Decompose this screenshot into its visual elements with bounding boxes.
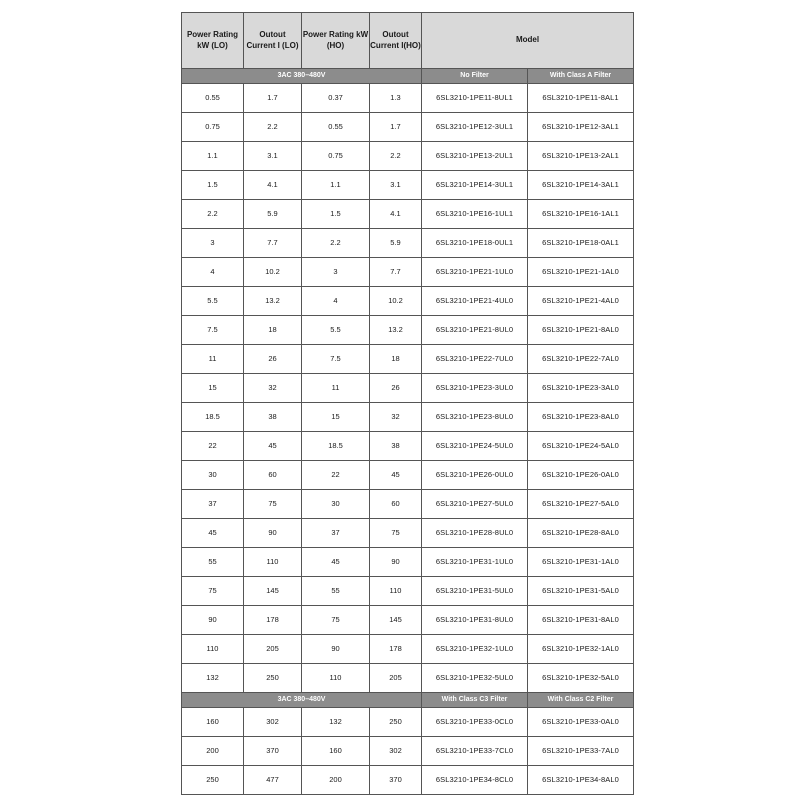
- cell-power-rating-ho: 30: [302, 490, 370, 519]
- cell-model-number: 6SL3210-1PE34-8AL0: [528, 766, 634, 795]
- cell-model-number: 6SL3210-1PE28-8UL0: [422, 519, 528, 548]
- cell-model-number: 6SL3210-1PE23-8UL0: [422, 403, 528, 432]
- cell-model-number: 6SL3210-1PE34-8CL0: [422, 766, 528, 795]
- cell-model-number: 6SL3210-1PE23-8AL0: [528, 403, 634, 432]
- cell-output-current-ho: 1.7: [370, 113, 422, 142]
- cell-output-current-lo: 2.2: [244, 113, 302, 142]
- cell-output-current-lo: 26: [244, 345, 302, 374]
- cell-power-rating-lo: 5.5: [182, 287, 244, 316]
- cell-output-current-lo: 10.2: [244, 258, 302, 287]
- cell-power-rating-lo: 7.5: [182, 316, 244, 345]
- cell-power-rating-ho: 75: [302, 606, 370, 635]
- cell-model-number: 6SL3210-1PE16-1UL1: [422, 200, 528, 229]
- cell-power-rating-lo: 4: [182, 258, 244, 287]
- cell-output-current-lo: 90: [244, 519, 302, 548]
- cell-output-current-ho: 75: [370, 519, 422, 548]
- cell-power-rating-ho: 5.5: [302, 316, 370, 345]
- cell-power-rating-ho: 3: [302, 258, 370, 287]
- table-row: [182, 577, 634, 606]
- cell-model-number: 6SL3210-1PE33-0AL0: [528, 708, 634, 737]
- cell-model-number: 6SL3210-1PE31-8AL0: [528, 606, 634, 635]
- cell-power-rating-lo: 0.55: [182, 84, 244, 113]
- cell-model-number: 6SL3210-1PE14-3UL1: [422, 171, 528, 200]
- cell-output-current-ho: 2.2: [370, 142, 422, 171]
- cell-model-number: 6SL3210-1PE27-5UL0: [422, 490, 528, 519]
- cell-model-number: 6SL3210-1PE32-5UL0: [422, 664, 528, 693]
- cell-output-current-ho: 205: [370, 664, 422, 693]
- cell-model-number: 6SL3210-1PE11-8AL1: [528, 84, 634, 113]
- cell-model-number: 6SL3210-1PE21-8AL0: [528, 316, 634, 345]
- cell-output-current-ho: 370: [370, 766, 422, 795]
- cell-model-number: 6SL3210-1PE31-8UL0: [422, 606, 528, 635]
- cell-output-current-lo: 205: [244, 635, 302, 664]
- table-row: [182, 519, 634, 548]
- cell-model-number: 6SL3210-1PE26-0UL0: [422, 461, 528, 490]
- cell-model-number: 6SL3210-1PE32-5AL0: [528, 664, 634, 693]
- cell-power-rating-ho: 160: [302, 737, 370, 766]
- cell-output-current-lo: 5.9: [244, 200, 302, 229]
- cell-power-rating-lo: 3: [182, 229, 244, 258]
- table-row: [182, 374, 634, 403]
- cell-output-current-ho: 38: [370, 432, 422, 461]
- section-subheader-class-c2-filter: With Class C2 Filter: [528, 693, 634, 708]
- cell-power-rating-ho: 1.5: [302, 200, 370, 229]
- cell-power-rating-lo: 18.5: [182, 403, 244, 432]
- table-row: [182, 548, 634, 577]
- cell-model-number: 6SL3210-1PE33-0CL0: [422, 708, 528, 737]
- section-subheader-class-c3-filter: With Class C3 Filter: [422, 693, 528, 708]
- cell-power-rating-lo: 132: [182, 664, 244, 693]
- cell-model-number: 6SL3210-1PE18-0UL1: [422, 229, 528, 258]
- cell-output-current-lo: 3.1: [244, 142, 302, 171]
- power-rating-table: [181, 12, 634, 795]
- cell-model-number: 6SL3210-1PE33-7AL0: [528, 737, 634, 766]
- cell-model-number: 6SL3210-1PE18-0AL1: [528, 229, 634, 258]
- cell-power-rating-ho: 37: [302, 519, 370, 548]
- cell-model-number: 6SL3210-1PE14-3AL1: [528, 171, 634, 200]
- cell-output-current-lo: 370: [244, 737, 302, 766]
- table-row: [182, 766, 634, 795]
- section-subheader-no-filter: No Filter: [422, 69, 528, 84]
- cell-output-current-ho: 13.2: [370, 316, 422, 345]
- cell-power-rating-ho: 0.75: [302, 142, 370, 171]
- table-row: [182, 113, 634, 142]
- cell-model-number: 6SL3210-1PE24-5UL0: [422, 432, 528, 461]
- cell-output-current-ho: 4.1: [370, 200, 422, 229]
- header-model: Model: [422, 13, 634, 69]
- cell-output-current-ho: 90: [370, 548, 422, 577]
- cell-output-current-ho: 10.2: [370, 287, 422, 316]
- cell-output-current-lo: 7.7: [244, 229, 302, 258]
- section-voltage-label: 3AC 380–480V: [182, 693, 422, 708]
- cell-power-rating-ho: 0.55: [302, 113, 370, 142]
- cell-model-number: 6SL3210-1PE16-1AL1: [528, 200, 634, 229]
- section-voltage-label: 3AC 380–480V: [182, 69, 422, 84]
- cell-model-number: 6SL3210-1PE32-1UL0: [422, 635, 528, 664]
- cell-model-number: 6SL3210-1PE28-8AL0: [528, 519, 634, 548]
- cell-power-rating-ho: 132: [302, 708, 370, 737]
- cell-model-number: 6SL3210-1PE24-5AL0: [528, 432, 634, 461]
- cell-model-number: 6SL3210-1PE11-8UL1: [422, 84, 528, 113]
- cell-power-rating-lo: 2.2: [182, 200, 244, 229]
- cell-power-rating-ho: 7.5: [302, 345, 370, 374]
- table-row: [182, 635, 634, 664]
- cell-output-current-lo: 178: [244, 606, 302, 635]
- cell-model-number: 6SL3210-1PE31-1AL0: [528, 548, 634, 577]
- cell-output-current-ho: 60: [370, 490, 422, 519]
- cell-output-current-lo: 302: [244, 708, 302, 737]
- cell-output-current-ho: 5.9: [370, 229, 422, 258]
- table-row: [182, 664, 634, 693]
- cell-output-current-ho: 1.3: [370, 84, 422, 113]
- table-row: [182, 84, 634, 113]
- table-row: [182, 171, 634, 200]
- cell-model-number: 6SL3210-1PE21-1AL0: [528, 258, 634, 287]
- cell-power-rating-ho: 18.5: [302, 432, 370, 461]
- cell-output-current-ho: 32: [370, 403, 422, 432]
- cell-output-current-ho: 18: [370, 345, 422, 374]
- cell-output-current-ho: 7.7: [370, 258, 422, 287]
- header-power-rating-lo: Power Rating kW (LO): [182, 13, 244, 69]
- cell-output-current-ho: 3.1: [370, 171, 422, 200]
- cell-power-rating-ho: 55: [302, 577, 370, 606]
- cell-output-current-ho: 145: [370, 606, 422, 635]
- cell-model-number: 6SL3210-1PE21-4UL0: [422, 287, 528, 316]
- cell-model-number: 6SL3210-1PE12-3UL1: [422, 113, 528, 142]
- cell-output-current-lo: 75: [244, 490, 302, 519]
- table-row: [182, 432, 634, 461]
- cell-power-rating-lo: 15: [182, 374, 244, 403]
- cell-model-number: 6SL3210-1PE21-4AL0: [528, 287, 634, 316]
- table-row: [182, 345, 634, 374]
- cell-power-rating-lo: 1.5: [182, 171, 244, 200]
- cell-output-current-lo: 60: [244, 461, 302, 490]
- cell-model-number: 6SL3210-1PE22-7UL0: [422, 345, 528, 374]
- section-subheader-class-a-filter: With Class A Filter: [528, 69, 634, 84]
- cell-power-rating-ho: 200: [302, 766, 370, 795]
- cell-output-current-ho: 302: [370, 737, 422, 766]
- cell-output-current-lo: 4.1: [244, 171, 302, 200]
- cell-power-rating-lo: 11: [182, 345, 244, 374]
- cell-output-current-lo: 38: [244, 403, 302, 432]
- cell-output-current-lo: 32: [244, 374, 302, 403]
- cell-model-number: 6SL3210-1PE31-5UL0: [422, 577, 528, 606]
- cell-power-rating-lo: 75: [182, 577, 244, 606]
- cell-output-current-ho: 178: [370, 635, 422, 664]
- header-output-current-lo: Outout Current I (LO): [244, 13, 302, 69]
- cell-power-rating-ho: 110: [302, 664, 370, 693]
- cell-model-number: 6SL3210-1PE22-7AL0: [528, 345, 634, 374]
- table-row: [182, 403, 634, 432]
- cell-power-rating-lo: 55: [182, 548, 244, 577]
- section-row: [182, 69, 634, 84]
- cell-power-rating-lo: 30: [182, 461, 244, 490]
- cell-power-rating-lo: 110: [182, 635, 244, 664]
- cell-power-rating-ho: 15: [302, 403, 370, 432]
- table-header-row: [182, 13, 634, 69]
- table-row: [182, 287, 634, 316]
- cell-power-rating-ho: 90: [302, 635, 370, 664]
- table-row: [182, 737, 634, 766]
- cell-power-rating-lo: 22: [182, 432, 244, 461]
- cell-model-number: 6SL3210-1PE31-5AL0: [528, 577, 634, 606]
- cell-power-rating-lo: 250: [182, 766, 244, 795]
- table-row: [182, 200, 634, 229]
- cell-power-rating-lo: 45: [182, 519, 244, 548]
- cell-output-current-ho: 110: [370, 577, 422, 606]
- cell-output-current-lo: 250: [244, 664, 302, 693]
- cell-model-number: 6SL3210-1PE23-3AL0: [528, 374, 634, 403]
- cell-output-current-lo: 18: [244, 316, 302, 345]
- cell-power-rating-ho: 4: [302, 287, 370, 316]
- cell-model-number: 6SL3210-1PE12-3AL1: [528, 113, 634, 142]
- cell-power-rating-lo: 160: [182, 708, 244, 737]
- table-row: [182, 490, 634, 519]
- table-row: [182, 316, 634, 345]
- cell-output-current-lo: 145: [244, 577, 302, 606]
- cell-output-current-lo: 45: [244, 432, 302, 461]
- table-row: [182, 229, 634, 258]
- cell-model-number: 6SL3210-1PE33-7CL0: [422, 737, 528, 766]
- cell-model-number: 6SL3210-1PE31-1UL0: [422, 548, 528, 577]
- header-output-current-ho: Outout Current I(HO): [370, 13, 422, 69]
- table-row: [182, 258, 634, 287]
- cell-power-rating-ho: 2.2: [302, 229, 370, 258]
- header-power-rating-ho: Power Rating kW (HO): [302, 13, 370, 69]
- cell-output-current-ho: 26: [370, 374, 422, 403]
- cell-power-rating-lo: 0.75: [182, 113, 244, 142]
- cell-output-current-ho: 45: [370, 461, 422, 490]
- table-row: [182, 461, 634, 490]
- table-row: [182, 708, 634, 737]
- cell-output-current-lo: 110: [244, 548, 302, 577]
- cell-output-current-lo: 1.7: [244, 84, 302, 113]
- cell-model-number: 6SL3210-1PE26-0AL0: [528, 461, 634, 490]
- cell-model-number: 6SL3210-1PE32-1AL0: [528, 635, 634, 664]
- cell-power-rating-ho: 45: [302, 548, 370, 577]
- table-row: [182, 606, 634, 635]
- cell-power-rating-lo: 200: [182, 737, 244, 766]
- cell-model-number: 6SL3210-1PE21-1UL0: [422, 258, 528, 287]
- cell-power-rating-lo: 90: [182, 606, 244, 635]
- cell-power-rating-ho: 22: [302, 461, 370, 490]
- cell-power-rating-lo: 37: [182, 490, 244, 519]
- cell-power-rating-lo: 1.1: [182, 142, 244, 171]
- cell-model-number: 6SL3210-1PE27-5AL0: [528, 490, 634, 519]
- cell-output-current-ho: 250: [370, 708, 422, 737]
- cell-model-number: 6SL3210-1PE13-2UL1: [422, 142, 528, 171]
- cell-output-current-lo: 477: [244, 766, 302, 795]
- section-row: [182, 693, 634, 708]
- cell-model-number: 6SL3210-1PE23-3UL0: [422, 374, 528, 403]
- cell-power-rating-ho: 0.37: [302, 84, 370, 113]
- cell-model-number: 6SL3210-1PE21-8UL0: [422, 316, 528, 345]
- cell-power-rating-ho: 1.1: [302, 171, 370, 200]
- cell-model-number: 6SL3210-1PE13-2AL1: [528, 142, 634, 171]
- cell-output-current-lo: 13.2: [244, 287, 302, 316]
- cell-power-rating-ho: 11: [302, 374, 370, 403]
- table-row: [182, 142, 634, 171]
